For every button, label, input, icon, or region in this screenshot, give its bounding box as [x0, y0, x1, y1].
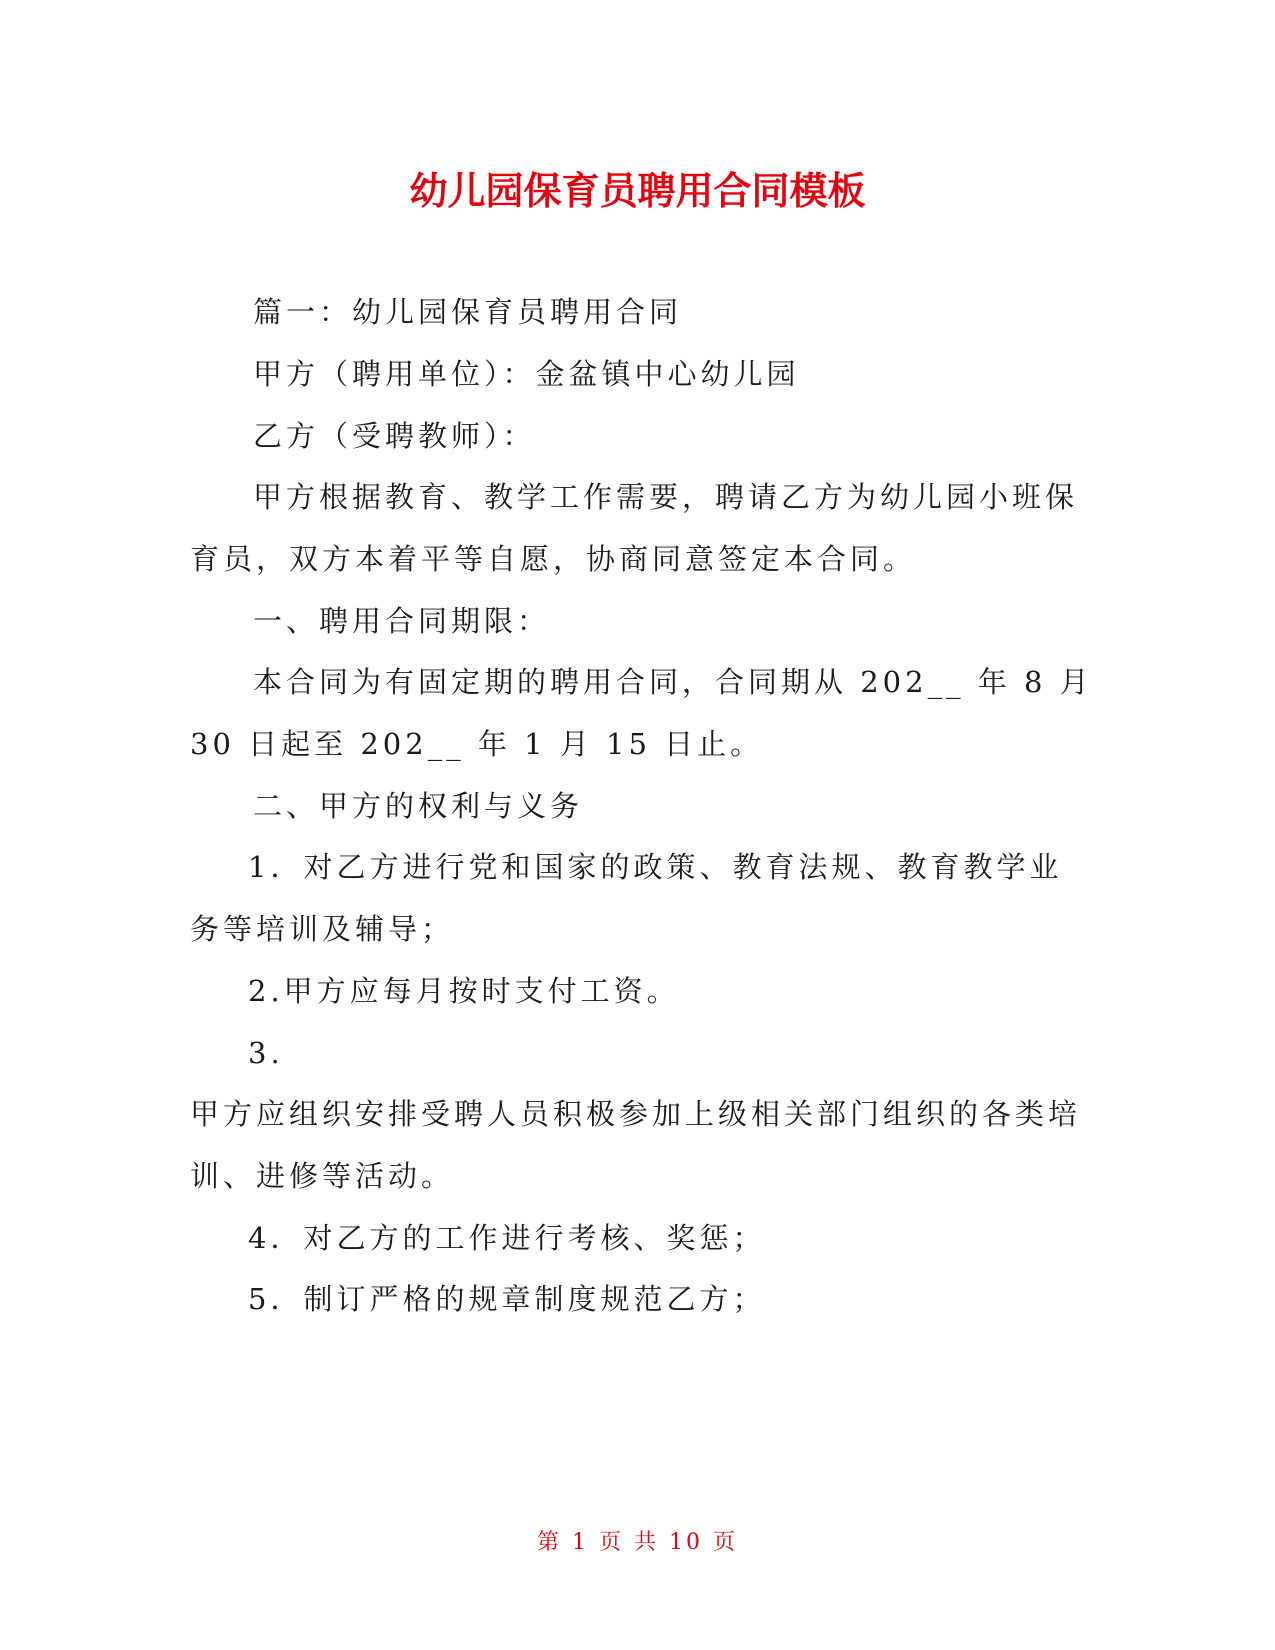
list-item: 5．制订严格的规章制度规范乙方；	[248, 1282, 766, 1316]
clause-heading: 一、聘用合同期限：	[253, 604, 551, 638]
list-item: 4．对乙方的工作进行考核、奖惩；	[248, 1221, 766, 1255]
clause-heading: 二、甲方的权利与义务	[253, 789, 584, 823]
paragraph-line: 30 日起至 202__ 年 1 月 15 日止。	[190, 727, 764, 761]
list-item: 2.甲方应每月按时支付工资。	[248, 974, 680, 1008]
page-number: 第 1 页 共 10 页	[537, 1530, 738, 1555]
list-item: 1．对乙方进行党和国家的政策、教育法规、教育教学业	[248, 850, 1063, 884]
paragraph-line: 本合同为有固定期的聘用合同，合同期从 202__ 年 8 月	[253, 665, 1093, 699]
party-b-line: 乙方（受聘教师）：	[253, 419, 536, 453]
list-item: 3.	[248, 1036, 284, 1070]
list-item-continuation: 训、进修等活动。	[190, 1159, 455, 1193]
document-title: 幼儿园保育员聘用合同模板	[409, 169, 866, 213]
list-item-continuation: 务等培训及辅导；	[190, 912, 455, 946]
party-a-line: 甲方（聘用单位）：金盆镇中心幼儿园	[253, 357, 800, 391]
paragraph-line: 育员，双方本着平等自愿，协商同意签定本合同。	[190, 542, 917, 576]
paragraph-line: 甲方根据教育、教学工作需要，聘请乙方为幼儿园小班保	[253, 480, 1079, 514]
section-heading: 篇一：幼儿园保育员聘用合同	[253, 295, 683, 329]
list-item-continuation: 甲方应组织安排受聘人员积极参加上级相关部门组织的各类培	[190, 1097, 1082, 1131]
